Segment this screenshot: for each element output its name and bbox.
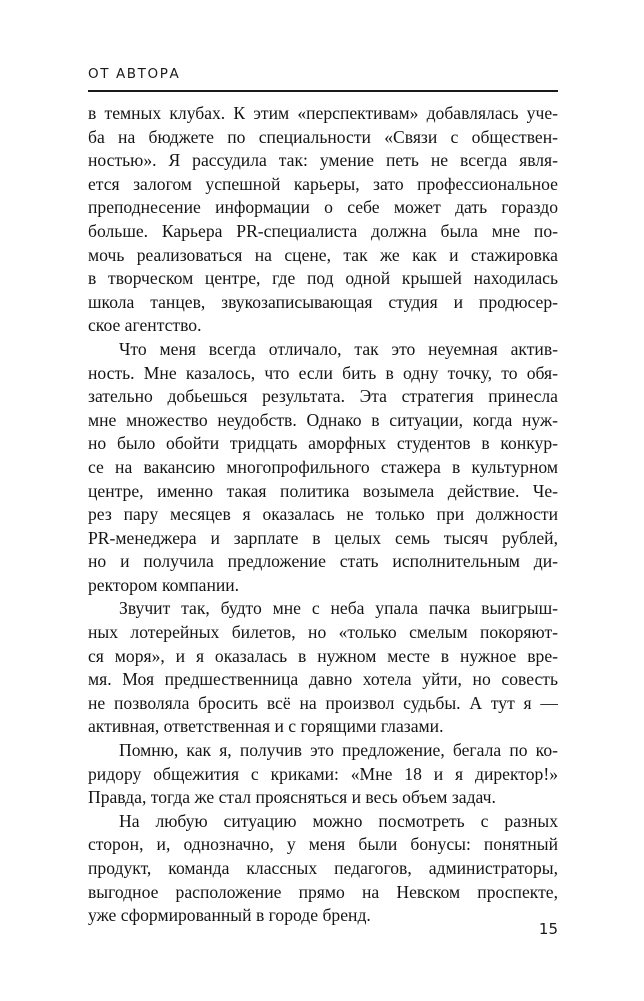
text-line: се на вакансию многопрофильного стажера в культурном — [88, 456, 558, 477]
paragraph — [88, 102, 558, 338]
text-line: мя. Моя предшественница давно хотела уйти, но совесть — [88, 669, 558, 690]
text-line: уже сформированный в городе бренд. — [88, 905, 371, 926]
text-line: сторон, и, однозначно, у меня были бонусы: понятный — [88, 834, 558, 855]
text-line: мочь реализоваться на сцене, так же как и стажировка — [88, 244, 558, 265]
text-line: зательно добьешься результата. Эта стратегия принесла — [88, 386, 558, 407]
paragraph — [88, 739, 558, 810]
text-line: ных лотерейных билетов, но «только смелым покоряют- — [88, 622, 558, 643]
text-line: Что меня всегда отличало, так это неуемная актив- — [119, 338, 558, 359]
paragraph — [88, 597, 558, 739]
text-line: Помню, как я, получив это предложение, бегала по ко- — [119, 740, 558, 761]
body-text — [88, 102, 558, 928]
text-line: рез пару месяцев я оказалась не только при должности — [88, 504, 558, 525]
text-line: Звучит так, будто мне с неба упала пачка выигрыш- — [119, 598, 558, 619]
text-line: продукт, команда классных педагогов, администраторы, — [88, 858, 558, 878]
text-line: ское агентство. — [88, 315, 202, 336]
text-line: PR-менеджера и зарплате в целых семь тысяч рублей, — [88, 527, 558, 548]
text-line: ется залогом успешной карьеры, зато профессиональное — [88, 173, 558, 194]
page-number: 15 — [538, 920, 558, 938]
text-line: но и получила предложение стать исполнительным ди- — [88, 551, 558, 572]
text-line: мне множество неудобств. Однако в ситуации, когда нуж- — [88, 409, 558, 430]
text-line: но было обойти тридцать аморфных студентов в конкур- — [88, 433, 558, 454]
text-line: выгодное расположение прямо на Невском проспекте, — [88, 881, 558, 902]
text-line: ба на бюджете по специальности «Связи с обществен- — [88, 126, 558, 147]
text-line: ностью». Я рассудила так: умение петь не всегда явля- — [88, 150, 558, 171]
text-line: в творческом центре, где под одной крышей находилась — [88, 268, 558, 289]
text-line: преподнесение информации о себе может дать гораздо — [88, 197, 558, 218]
text-line: в темных клубах. К этим «перспективам» добавлялась уче- — [88, 103, 558, 123]
text-line: не позволяла бросить всё на произвол судьбы. А тут я — — [88, 692, 558, 713]
text-line: ность. Мне казалось, что если бить в одну точку, то обя- — [88, 362, 558, 383]
text-line: На любую ситуацию можно посмотреть с разных — [119, 810, 558, 831]
text-line: центре, именно такая политика возымела действие. Че- — [88, 480, 558, 501]
running-head: ОТ АВТОРА — [88, 66, 181, 82]
paragraph — [88, 810, 558, 928]
header-rule — [88, 90, 558, 92]
text-line: Правда, тогда же стал проясняться и весь объем задач. — [88, 787, 496, 808]
text-line: школа танцев, звукозаписывающая студия и продюсер- — [88, 291, 558, 312]
paragraph — [88, 338, 558, 598]
text-line: ридору общежития с криками: «Мне 18 и я директор!» — [88, 763, 558, 784]
text-line: ректором компании. — [88, 574, 240, 595]
text-line: ся моря», и я оказалась в нужном месте в нужное вре- — [88, 645, 558, 666]
text-line: активная, ответственная и с горящими глазами. — [88, 716, 444, 737]
text-line: больше. Карьера PR-специалиста должна была мне по- — [88, 220, 558, 241]
